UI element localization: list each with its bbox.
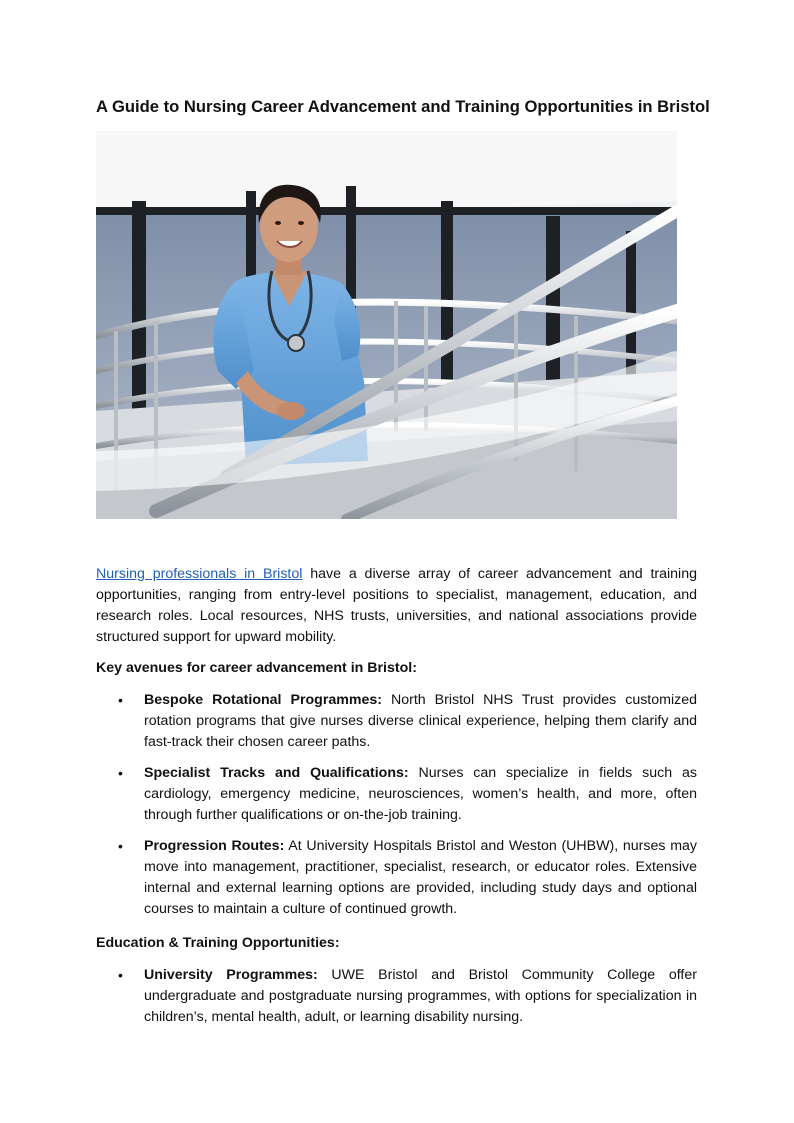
bullet-icon: • bbox=[118, 692, 123, 708]
list-item-text: UWE Bristol and Bristol Community College offer undergraduate and postgraduate nursing programmes, with options for specialization in children’s, mental health, adult, or learning disability nursing. bbox=[144, 967, 697, 1025]
list-item-text: North Bristol NHS Trust provides customized rotation programs that give nurses diverse clinical experience, helping them clarify and fast-track their chosen career paths. bbox=[144, 692, 697, 750]
nurse-on-staircase-photo bbox=[96, 131, 677, 519]
section-heading-education-training: Education & Training Opportunities: bbox=[96, 935, 340, 951]
list-item bbox=[96, 690, 697, 753]
list-item-text: At University Hospitals Bristol and Weston (UHBW), nurses may move into management, practitioner, specialist, research, or educator roles. Extensive internal and external learning options are provided, including study days and optional courses to maintain a culture of continued growth. bbox=[144, 838, 697, 917]
list-item-term: Specialist Tracks and Qualifications: bbox=[144, 765, 409, 781]
nursing-professionals-link[interactable]: Nursing professionals in Bristol bbox=[96, 566, 303, 582]
bullet-icon: • bbox=[118, 967, 123, 983]
list-item-term: Progression Routes: bbox=[144, 838, 285, 854]
list-item bbox=[96, 965, 697, 1028]
education-training-list bbox=[96, 965, 697, 1038]
list-item bbox=[96, 836, 697, 920]
intro-text: have a diverse array of career advancement and training opportunities, ranging from entry-level positions to specialist, management, education, and research roles. Local resources, NHS trusts, universities, and national associations provide structured support for upward mobility. bbox=[96, 566, 697, 645]
section-heading-career-advancement: Key avenues for career advancement in Bristol: bbox=[96, 660, 417, 676]
list-item-term: University Programmes: bbox=[144, 967, 318, 983]
bullet-icon: • bbox=[118, 838, 123, 854]
list-item-term: Bespoke Rotational Programmes: bbox=[144, 692, 382, 708]
bullet-icon: • bbox=[118, 765, 123, 781]
list-item-text: Nurses can specialize in fields such as cardiology, emergency medicine, neurosciences, women’s health, and more, often through further qualifications or on-the-job training. bbox=[144, 765, 697, 823]
page-title: A Guide to Nursing Career Advancement and Training Opportunities in Bristol bbox=[96, 97, 710, 116]
intro-paragraph bbox=[96, 564, 697, 648]
list-item bbox=[96, 763, 697, 826]
career-advancement-list bbox=[96, 690, 697, 930]
